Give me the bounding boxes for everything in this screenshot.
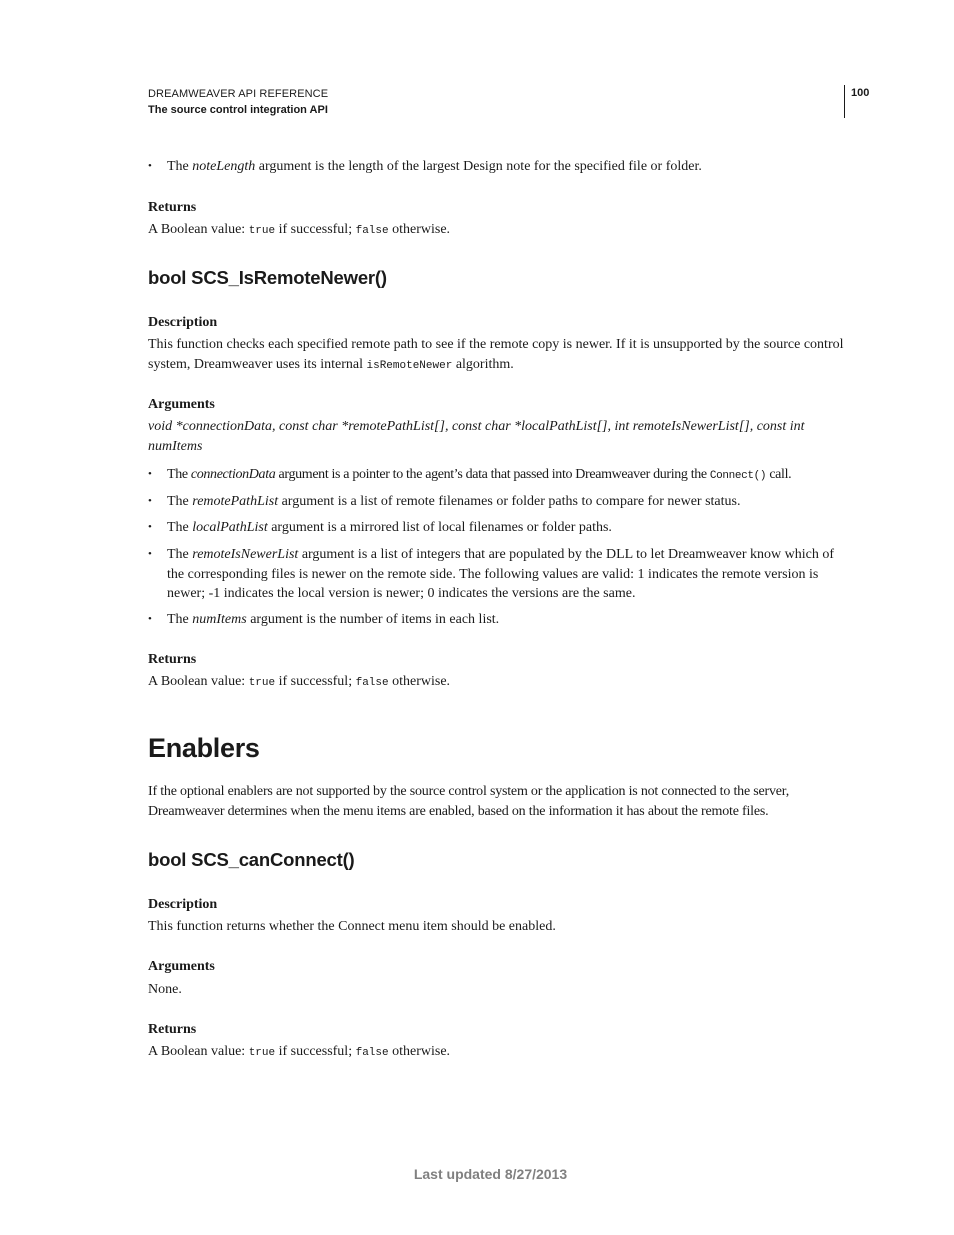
- argument-bullet-remote-path-list: • The remotePathList argument is a list of remote filenames or folder paths to compare for newer status.: [148, 492, 848, 512]
- arguments-label: Arguments: [148, 959, 215, 974]
- description-label: Description: [148, 897, 218, 912]
- function-signature: void *connectionData, const char *remotePathList[], const char *localPathList[], int remoteIsNewerList[], const int numItems: [148, 419, 805, 454]
- code-false: false: [355, 677, 389, 689]
- code-true: true: [248, 1047, 276, 1059]
- function-heading-is-remote-newer: bool SCS_IsRemoteNewer(): [148, 267, 387, 288]
- argument-bullet-remote-is-newer-list: • The remoteIsNewerList argument is a list of integers that are populated by the DLL to let Dreamweaver know which of the corresponding files is newer on the remote side. The following values are valid: 1 indicates the remote version is newer; -1 indicates the local version is newer; 0 indicates the versions are the same.: [148, 547, 835, 601]
- description-text: This function returns whether the Connect menu item should be enabled.: [148, 919, 556, 934]
- arguments-text: None.: [148, 982, 182, 997]
- bullet-text: argument is the length of the largest Design note for the specified file or folder.: [255, 159, 702, 174]
- code-false: false: [355, 1047, 389, 1059]
- header-divider: [844, 85, 845, 118]
- bullet-glyph: •: [148, 160, 152, 172]
- description-label: Description: [148, 315, 218, 330]
- code-true: true: [248, 677, 276, 689]
- argument-bullet-connection-data: • The connectionData argument is a pointer to the agent’s data that passed into Dreamweaver during the Connect() call.: [148, 465, 868, 487]
- argument-name: connectionData: [190, 467, 276, 482]
- footer-last-updated: Last updated 8/27/2013: [413, 1166, 568, 1182]
- code-false: false: [355, 225, 389, 237]
- arguments-label: Arguments: [148, 397, 215, 412]
- argument-bullet-num-items: • The numItems argument is the number of items in each list.: [148, 610, 848, 630]
- bullet-text: The: [167, 159, 193, 174]
- argument-name: remoteIsNewerList: [192, 547, 299, 562]
- returns-label: Returns: [148, 1022, 197, 1037]
- code-is-remote-newer: isRemoteNewer: [366, 359, 453, 372]
- code-connect: Connect(): [709, 470, 767, 482]
- argument-name: noteLength: [192, 159, 256, 174]
- returns-label: Returns: [148, 200, 197, 215]
- argument-name: remotePathList: [192, 494, 279, 509]
- running-header-title: DREAMWEAVER API REFERENCE: [148, 88, 329, 100]
- note-length-bullet: [148, 157, 848, 177]
- function-heading-can-connect: bool SCS_canConnect(): [148, 849, 355, 870]
- bullet-glyph: •: [148, 495, 152, 507]
- returns-label: Returns: [148, 652, 197, 667]
- page-number: 100: [851, 87, 870, 99]
- returns-text: A Boolean value: true if successful; false otherwise.: [148, 1044, 451, 1059]
- argument-name: localPathList: [192, 520, 268, 535]
- section-heading-enablers: Enablers: [148, 733, 260, 763]
- bullet-glyph: •: [148, 468, 152, 480]
- running-header-section: The source control integration API: [148, 104, 328, 116]
- code-true: true: [248, 225, 276, 237]
- enablers-intro: If the optional enablers are not supported by the source control system or the application is not connected to the server, Dreamweaver determines when the menu items are enabled, based on the information it has about the remote files.: [148, 784, 790, 819]
- returns-text: A Boolean value: true if successful; false otherwise.: [148, 674, 451, 689]
- returns-text: A Boolean value: true if successful; false otherwise.: [148, 222, 451, 237]
- bullet-glyph: •: [148, 521, 152, 533]
- argument-bullet-local-path-list: • The localPathList argument is a mirrored list of local filenames or folder paths.: [148, 518, 848, 538]
- description-text: This function checks each specified remote path to see if the remote copy is newer. If it is unsupported by the source control system, Dreamweaver uses its internal isRemoteNewer algorithm.: [148, 337, 844, 372]
- bullet-glyph: •: [148, 548, 152, 560]
- bullet-glyph: •: [148, 613, 152, 625]
- argument-name: numItems: [192, 612, 247, 627]
